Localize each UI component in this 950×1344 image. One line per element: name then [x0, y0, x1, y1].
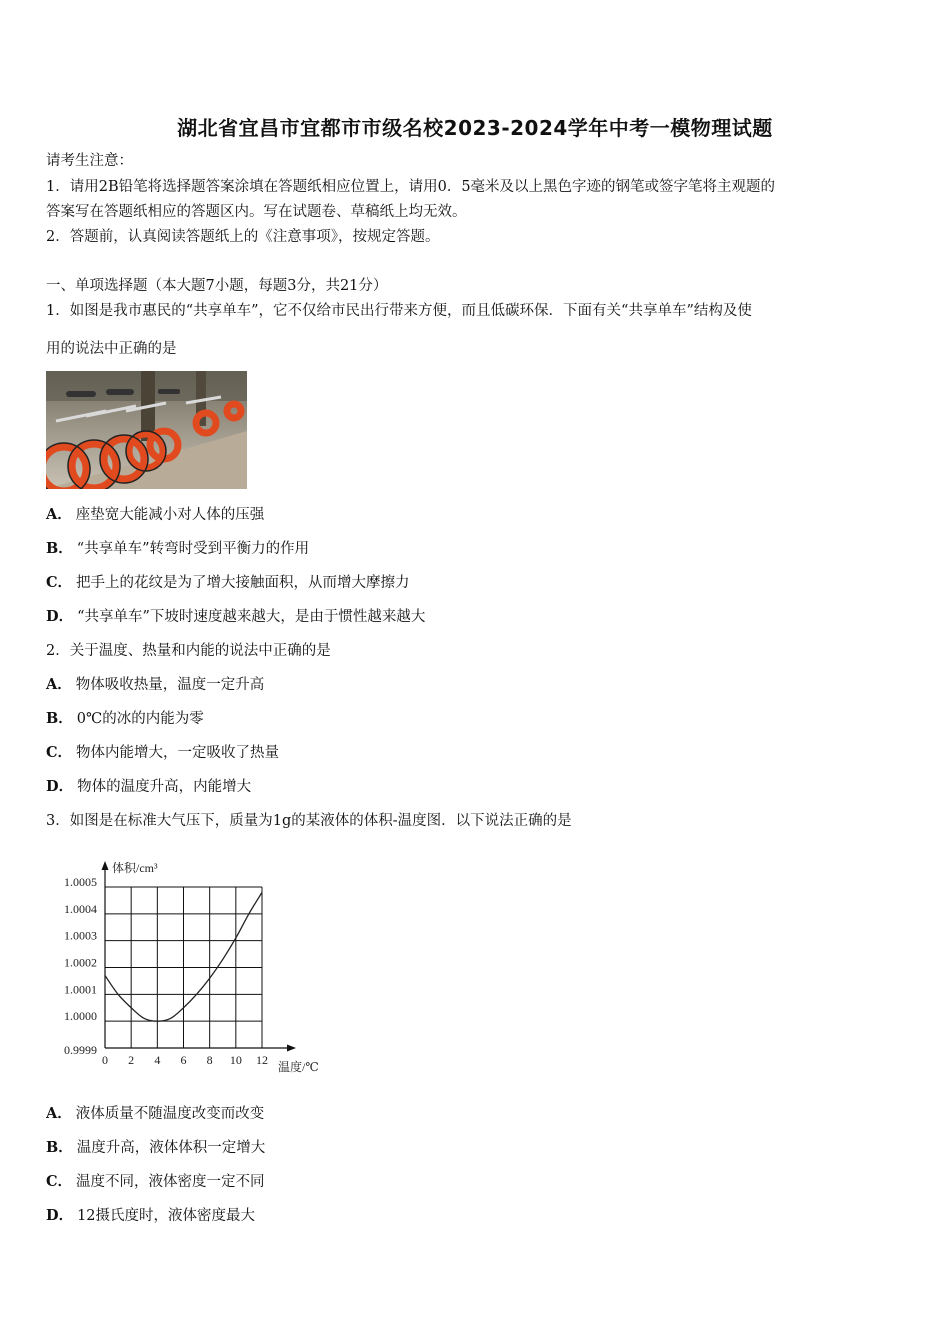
q3-option-b-text: 温度升高，液体体积一定增大	[76, 1140, 266, 1156]
q2-option-d-letter: D．	[46, 778, 74, 795]
q3-option-a	[46, 1103, 264, 1125]
q1-option-d-letter: D．	[46, 608, 74, 625]
q3-option-b-letter: B．	[46, 1139, 73, 1156]
notice-heading: 请考生注意：	[46, 153, 133, 169]
q1-option-c-text: 把手上的花纹是为了增大接触面积，从而增大摩擦力	[76, 575, 410, 591]
q1-option-a-text: 座垫宽大能减小对人体的压强	[75, 507, 265, 523]
y-axis-arrow-icon	[102, 861, 109, 870]
q2-option-a	[46, 674, 264, 696]
q2-option-c-letter: C．	[46, 744, 73, 761]
q2-option-d-text: 物体的温度升高，内能增大	[77, 779, 252, 795]
section-1-heading: 一、单项选择题（本大题7小题，每题3分，共21分）	[46, 278, 388, 294]
y-tick-label: 1.0004	[64, 901, 97, 916]
q3-option-a-text: 液体质量不随温度改变而改变	[75, 1106, 265, 1122]
y-tick-label: 1.0002	[64, 955, 97, 970]
q2-option-b-letter: B．	[46, 710, 73, 727]
q3-option-b	[46, 1137, 265, 1159]
q3-option-d-letter: D．	[46, 1207, 74, 1224]
q1-option-a	[46, 504, 264, 526]
q1-option-b-text: “共享单车”转弯时受到平衡力的作用	[76, 541, 310, 557]
q2-option-c-text: 物体内能增大，一定吸收了热量	[76, 745, 280, 761]
q1-option-d-text: “共享单车”下坡时速度越来越大，是由于惯性越来越大	[77, 609, 426, 625]
q3-option-a-letter: A．	[46, 1105, 72, 1122]
q1-option-a-letter: A．	[46, 506, 72, 523]
y-tick-label: 0.9999	[64, 1043, 97, 1057]
volume-temperature-chart	[46, 852, 346, 1082]
q2-option-b	[46, 708, 204, 730]
shared-bike-photo	[46, 371, 247, 489]
q1-option-d	[46, 606, 425, 628]
q2-option-a-letter: A．	[46, 676, 72, 693]
x-tick-label: 0	[102, 1053, 108, 1067]
y-tick-label: 1.0003	[64, 928, 97, 943]
x-tick-label: 6	[180, 1053, 187, 1067]
q2-option-c	[46, 742, 279, 764]
q1-stem-line-2: 用的说法中正确的是	[46, 341, 177, 357]
q2-option-b-text: 0℃的冰的内能为零	[76, 711, 204, 727]
chart-svg	[46, 852, 346, 1082]
q2-option-a-text: 物体吸收热量，温度一定升高	[75, 677, 265, 693]
q3-option-c	[46, 1171, 265, 1193]
y-tick-label: 1.0001	[64, 982, 97, 997]
q1-option-b	[46, 538, 309, 560]
q3-option-d	[46, 1205, 255, 1227]
x-tick-label: 12	[256, 1053, 268, 1067]
x-tick-label: 8	[206, 1053, 213, 1067]
x-tick-label: 4	[154, 1053, 161, 1067]
q1-option-b-letter: B．	[46, 540, 73, 557]
q3-option-d-text: 12摄氏度时，液体密度最大	[77, 1208, 256, 1224]
q3-option-c-text: 温度不同，液体密度一定不同	[76, 1174, 265, 1190]
q1-option-c-letter: C．	[46, 574, 73, 591]
x-axis-arrow-icon	[287, 1045, 296, 1052]
x-axis-label: 温度/℃	[278, 1060, 319, 1074]
q1-stem-line-1: 1．如图是我市惠民的“共享单车”，它不仅给市民出行带来方便，而且低碳环保．下面有关“共享单车”结构及使	[46, 303, 752, 319]
chart-grid	[105, 887, 262, 1048]
notice-item-1-line-1: 1．请用2B铅笔将选择题答案涂填在答题纸相应位置上，请用0．5毫米及以上黑色字迹的钢笔或签字笔将主观题的	[46, 179, 776, 195]
y-tick-label: 1.0000	[64, 1009, 97, 1024]
q1-option-c	[46, 572, 410, 594]
notice-item-1-line-2: 答案写在答题纸相应的答题区内。写在试题卷、草稿纸上均无效。	[46, 204, 467, 220]
y-tick-label: 1.0005	[64, 875, 97, 889]
q3-option-c-letter: C．	[46, 1173, 73, 1190]
q3-stem: 3．如图是在标准大气压下，质量为1g的某液体的体积-温度图．以下说法正确的是	[46, 813, 572, 829]
q2-option-d	[46, 776, 251, 798]
x-tick-label: 2	[128, 1053, 135, 1067]
y-axis-label: 体积/cm³	[112, 861, 158, 875]
notice-item-2: 2．答题前，认真阅读答题纸上的《注意事项》，按规定答题。	[46, 229, 440, 245]
page-title: 湖北省宜昌市宜都市市级名校2023-2024学年中考一模物理试题	[177, 116, 773, 140]
q2-stem: 2．关于温度、热量和内能的说法中正确的是	[46, 643, 331, 659]
x-tick-label: 10	[229, 1053, 242, 1067]
